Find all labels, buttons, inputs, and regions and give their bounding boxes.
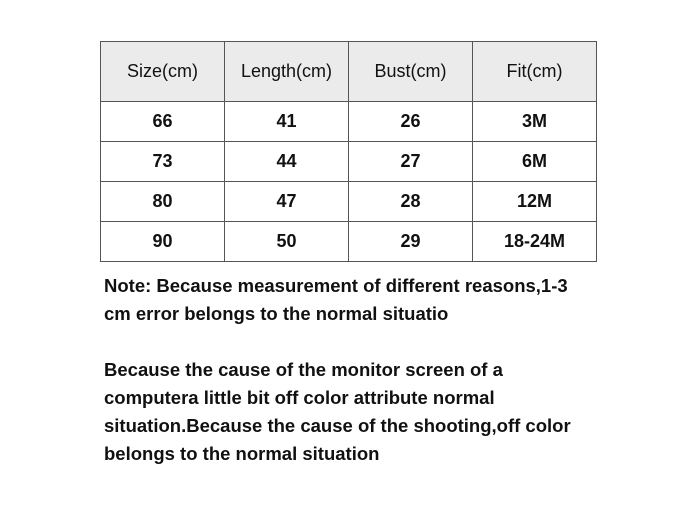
cell-fit: 12M [473, 182, 597, 222]
header-bust: Bust(cm) [349, 42, 473, 102]
table-header-row [101, 42, 597, 102]
cell-length: 50 [225, 222, 349, 262]
cell-size: 90 [101, 222, 225, 262]
table-row [101, 142, 597, 182]
table-row [101, 222, 597, 262]
cell-size: 73 [101, 142, 225, 182]
cell-bust: 29 [349, 222, 473, 262]
cell-fit: 3M [473, 102, 597, 142]
color-note: Because the cause of the monitor screen of a computera little bit off color attribute normal situation.Because the cause of the shooting,off color belongs to the normal situation [104, 359, 571, 464]
cell-size: 80 [101, 182, 225, 222]
table-row [101, 102, 597, 142]
header-length: Length(cm) [225, 42, 349, 102]
cell-bust: 26 [349, 102, 473, 142]
cell-size: 66 [101, 102, 225, 142]
cell-length: 41 [225, 102, 349, 142]
cell-fit: 6M [473, 142, 597, 182]
cell-fit: 18-24M [473, 222, 597, 262]
header-fit: Fit(cm) [473, 42, 597, 102]
cell-bust: 27 [349, 142, 473, 182]
header-size: Size(cm) [101, 42, 225, 102]
cell-length: 44 [225, 142, 349, 182]
cell-length: 47 [225, 182, 349, 222]
table-row [101, 182, 597, 222]
notes-section [104, 272, 574, 468]
size-chart-table [100, 41, 597, 262]
cell-bust: 28 [349, 182, 473, 222]
measurement-note: Note: Because measurement of different reasons,1-3 cm error belongs to the normal situatio [104, 275, 568, 324]
